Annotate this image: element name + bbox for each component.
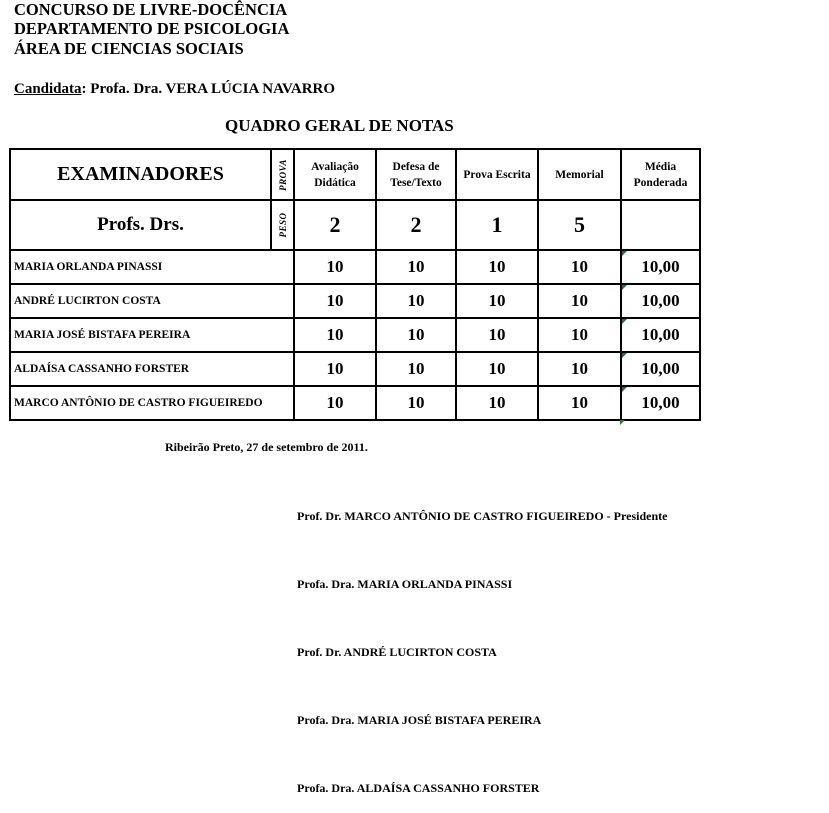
candidate-label: Candidata (14, 81, 82, 97)
row-spacer (271, 386, 294, 420)
signature-line: Profa. Dra. MARIA JOSÉ BISTAFA PEREIRA (297, 713, 542, 727)
header-row (10, 149, 700, 200)
peso-label-cell (271, 200, 294, 250)
score-cell: 10 (538, 318, 621, 352)
cell-marker-icon (622, 387, 627, 392)
header-line-1: CONCURSO DE LIVRE-DOCÊNCIA (14, 0, 288, 19)
examiner-name: MARCO ANTÔNIO DE CASTRO FIGUEIREDO (10, 386, 271, 420)
cell-marker-icon (620, 420, 625, 425)
score-cell: 10 (456, 250, 538, 284)
score-cell: 10 (538, 386, 621, 420)
column-header-media (621, 149, 700, 200)
column-header-line: Tese/Texto (390, 176, 442, 189)
mean-cell (621, 284, 700, 318)
mean-cell (621, 250, 700, 284)
score-cell: 10 (294, 386, 376, 420)
signature-line: Prof. Dr. ANDRÉ LUCIRTON COSTA (297, 645, 497, 659)
examiner-name: ANDRÉ LUCIRTON COSTA (10, 284, 271, 318)
score-cell: 10 (456, 284, 538, 318)
weight-defesa: 2 (376, 200, 456, 250)
row-spacer (271, 352, 294, 386)
candidate-name: Profa. Dra. VERA LÚCIA NAVARRO (86, 81, 336, 97)
column-header-avaliacao (294, 149, 376, 200)
score-cell: 10 (456, 318, 538, 352)
prova-label-cell (271, 149, 294, 200)
grades-table (9, 148, 701, 421)
cell-marker-icon (622, 319, 627, 324)
examiner-name: MARIA JOSÉ BISTAFA PEREIRA (10, 318, 271, 352)
score-cell: 10 (376, 352, 456, 386)
place-date: Ribeirão Preto, 27 de setembro de 2011. (165, 440, 368, 454)
score-cell: 10 (376, 284, 456, 318)
row-spacer (271, 284, 294, 318)
table-title: QUADRO GERAL DE NOTAS (225, 116, 454, 135)
table-row (10, 284, 700, 318)
cell-marker-icon (622, 251, 627, 256)
score-cell: 10 (376, 386, 456, 420)
score-cell: 10 (538, 284, 621, 318)
cell-marker-icon (622, 285, 627, 290)
mean-cell (621, 352, 700, 386)
score-cell: 10 (294, 284, 376, 318)
score-cell: 10 (538, 250, 621, 284)
column-header-line: Ponderada (633, 176, 688, 189)
weight-avaliacao: 2 (294, 200, 376, 250)
score-cell: 10 (538, 352, 621, 386)
peso-label: PESO (277, 212, 288, 238)
score-cell: 10 (294, 352, 376, 386)
signature-line: Prof. Dr. MARCO ANTÔNIO DE CASTRO FIGUEIREDO - Presidente (297, 509, 668, 523)
column-header-line: Média (644, 160, 677, 173)
column-header-defesa (376, 149, 456, 200)
mean-value: 10,00 (641, 325, 680, 344)
profs-header: Profs. Drs. (10, 200, 271, 250)
mean-cell (621, 386, 700, 420)
mean-value: 10,00 (641, 257, 680, 276)
table-row (10, 318, 700, 352)
mean-value: 10,00 (641, 291, 680, 310)
cell-marker-icon (622, 353, 627, 358)
column-header-line: Didática (314, 176, 356, 189)
examiner-name: MARIA ORLANDA PINASSI (10, 250, 271, 284)
prova-label: PROVA (277, 158, 288, 191)
header-line-2: DEPARTAMENTO DE PSICOLOGIA (14, 19, 290, 38)
row-spacer (271, 318, 294, 352)
score-cell: 10 (294, 250, 376, 284)
row-spacer (271, 250, 294, 284)
column-header-prova-escrita: Prova Escrita (456, 149, 538, 200)
header-line-3: ÁREA DE CIENCIAS SOCIAIS (14, 39, 244, 58)
score-cell: 10 (376, 318, 456, 352)
score-cell: 10 (456, 386, 538, 420)
score-cell: 10 (294, 318, 376, 352)
column-header-line: Avaliação (311, 160, 359, 173)
signature-line: Profa. Dra. ALDAÍSA CASSANHO FORSTER (297, 781, 540, 795)
weight-media-empty (621, 200, 700, 250)
examiner-name: ALDAÍSA CASSANHO FORSTER (10, 352, 271, 386)
score-cell: 10 (376, 250, 456, 284)
table-row (10, 352, 700, 386)
weights-row (10, 200, 700, 250)
column-header-line: Defesa de (392, 160, 440, 173)
column-header-memorial: Memorial (538, 149, 621, 200)
weight-memorial: 5 (538, 200, 621, 250)
candidate-separator: : (81, 81, 87, 97)
signature-line: Profa. Dra. MARIA ORLANDA PINASSI (297, 577, 513, 591)
weight-prova-escrita: 1 (456, 200, 538, 250)
mean-cell (621, 318, 700, 352)
candidate-line (14, 81, 335, 98)
examiners-header: EXAMINADORES (10, 149, 271, 200)
mean-value: 10,00 (641, 393, 680, 412)
table-row (10, 386, 700, 420)
score-cell: 10 (456, 352, 538, 386)
table-row (10, 250, 700, 284)
mean-value: 10,00 (641, 359, 680, 378)
